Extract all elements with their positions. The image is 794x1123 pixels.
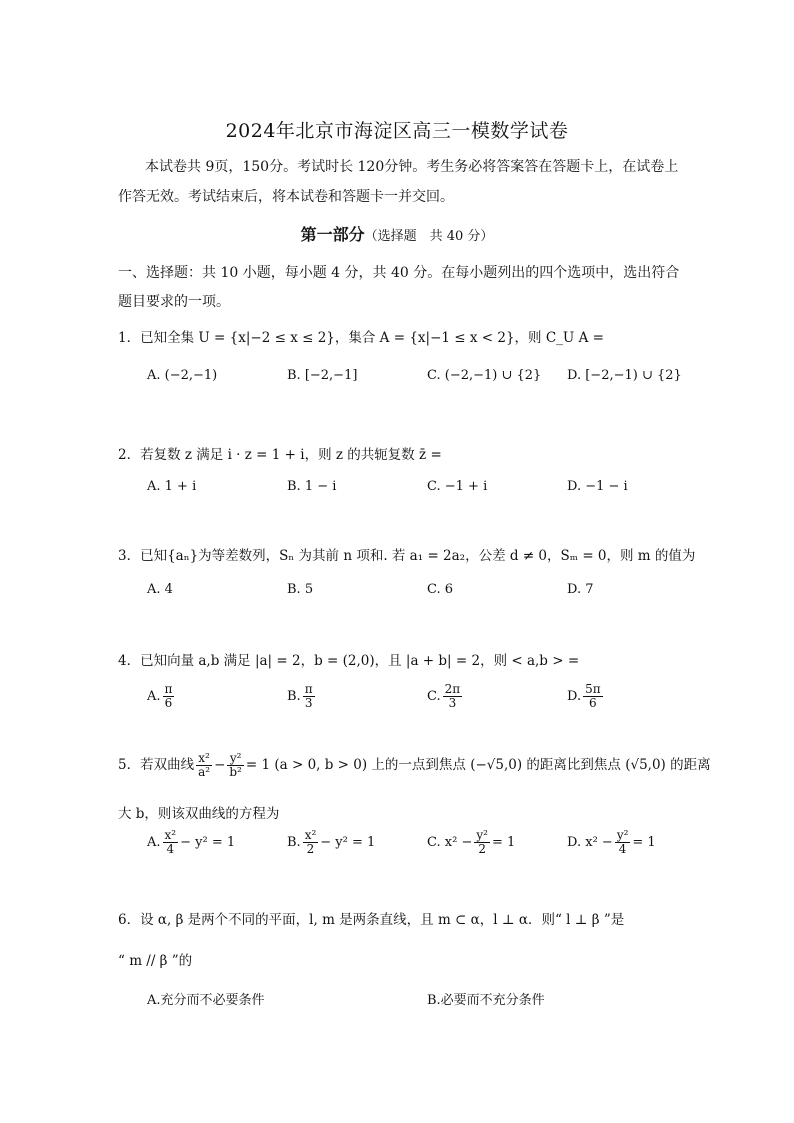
intro-line-2: 作答无效。考试结束后，将本试卷和答题卡一并交回。: [118, 189, 454, 205]
fraction-denominator: 2: [306, 842, 315, 857]
section-instructions-1: 一、选择题：共 10 小题，每小题 4 分，共 40 分。在每小题列出的四个选项中，选出符合: [118, 265, 680, 281]
fraction-denominator: a²: [198, 765, 211, 780]
fraction-numerator: x²: [164, 828, 177, 842]
question-5-option-d: [567, 829, 656, 856]
fraction-numerator: x²: [304, 828, 317, 842]
fraction: [443, 683, 463, 710]
question-5-stem: 5．若双曲线 $\frac{\text{x²}}{\text{a²}}$ − $\frac{\text{y²}}{\text{b²}}$ = 1 (a > 0, b > 0) 上的一点到焦点 (−√5,0) 的距离比到焦点 (√5,0) 的距离: [118, 751, 711, 780]
part-heading: [0, 222, 794, 245]
fraction: [583, 683, 603, 710]
fraction-numerator: x²: [196, 752, 212, 766]
option-rest: = 1: [632, 835, 656, 851]
fraction-numerator: y²: [616, 828, 629, 842]
question-4-option-c: [427, 683, 464, 710]
fraction-numerator: y²: [227, 752, 244, 766]
question-4-option-b: [287, 683, 317, 710]
question-3-option-a: A. 4: [147, 582, 173, 597]
fraction-numerator: 5π: [585, 682, 601, 696]
fraction-numerator: y²: [476, 828, 488, 842]
section-instructions-2: 题目要求的一项。: [118, 294, 230, 310]
fraction: [615, 829, 631, 856]
fraction: [227, 752, 244, 779]
fraction-denominator: b²: [229, 765, 242, 780]
question-4-option-d: [567, 683, 605, 710]
part-heading-note: （选择题 共 40 分）: [364, 229, 494, 244]
option-letter: C.: [427, 689, 441, 705]
fraction: [474, 829, 490, 856]
fraction: [163, 829, 179, 856]
question-6-option-b: B.必要而不充分条件: [427, 993, 545, 1008]
option-letter: B.: [287, 689, 301, 705]
question-2-option-c: C. −1 + i: [427, 479, 488, 494]
question-4-option-a: [147, 683, 176, 710]
question-1-option-a: A. (−2,−1): [147, 368, 218, 383]
question-5-stem-after: = 1 (a > 0, b > 0) 上的一点到焦点 (−√5,0) 的距离比到焦点 (√5,0) 的距离: [245, 757, 711, 774]
option-rest: = 1: [491, 835, 516, 851]
option-pre: x² −: [444, 835, 473, 851]
question-6-stem-line-2: “ m // β ”的: [118, 953, 193, 969]
intro-line-1: 本试卷共 9页，150分。考试时长 120分钟。考生务必将答案答在答题卡上，在试卷上: [145, 159, 679, 175]
fraction: [303, 683, 315, 710]
fraction-numerator: π: [304, 682, 313, 696]
option-letter: C.: [427, 835, 441, 851]
option-letter: D.: [567, 835, 582, 851]
question-5-stem-line-2: 大 b，则该双曲线的方程为: [118, 806, 280, 822]
question-3-option-c: C. 6: [427, 582, 454, 597]
question-1-option-c: C. (−2,−1) ∪ {2}: [427, 368, 542, 383]
fraction-denominator: 3: [448, 696, 457, 711]
question-5-option-c: [427, 829, 515, 856]
fraction-denominator: 3: [304, 696, 313, 711]
option-letter: A.: [147, 835, 161, 851]
fraction-denominator: 2: [478, 842, 486, 857]
fraction-denominator: 4: [618, 842, 627, 857]
question-3-option-b: B. 5: [287, 582, 314, 597]
fraction-denominator: 6: [589, 696, 597, 711]
fraction-denominator: 6: [164, 696, 173, 711]
question-2-option-a: A. 1 + i: [147, 479, 197, 494]
option-rest: − y² = 1: [320, 835, 376, 851]
question-6-option-a: A.充分而不必要条件: [147, 993, 265, 1008]
question-4-stem: 4．已知向量 a,b 满足 |a| = 2，b = (2,0)，且 |a + b| = 2，则 < a,b > =: [118, 653, 580, 669]
question-2-option-d: D. −1 − i: [567, 479, 628, 494]
fraction: [163, 683, 175, 710]
exam-title: 2024年北京市海淀区高三一模数学试卷: [225, 120, 569, 142]
option-pre: x² −: [585, 835, 613, 851]
question-6-stem: 6．设 α, β 是两个不同的平面，l, m 是两条直线，且 m ⊂ α，l ⊥ α．则“ l ⊥ β ”是: [118, 912, 625, 928]
fraction-numerator: π: [164, 682, 173, 696]
fraction: [303, 829, 319, 856]
question-5-option-b: [287, 829, 375, 856]
part-heading-title: 第一部分: [300, 225, 365, 244]
question-3-option-d: D. 7: [567, 582, 594, 597]
fraction-numerator: 2π: [444, 682, 461, 696]
question-5-stem-before: 5．若双曲线: [118, 757, 195, 774]
fraction: [196, 752, 212, 779]
question-1-option-d: D. [−2,−1) ∪ {2}: [567, 368, 682, 383]
question-2-option-b: B. 1 − i: [287, 479, 337, 494]
question-1-option-b: B. [−2,−1]: [287, 368, 358, 383]
option-letter: D.: [567, 689, 582, 705]
option-letter: B.: [287, 835, 301, 851]
fraction-denominator: 4: [166, 842, 175, 857]
question-2-stem: 2．若复数 z 满足 i · z = 1 + i，则 z 的共轭复数 z̄ =: [118, 447, 442, 463]
question-3-stem: 3．已知{aₙ}为等差数列，Sₙ 为其前 n 项和. 若 a₁ = 2a₂，公差 d ≠ 0，Sₘ = 0，则 m 的值为: [118, 548, 696, 564]
option-rest: − y² = 1: [180, 835, 236, 851]
question-1-stem: 1．已知全集 U = {x|−2 ≤ x ≤ 2}，集合 A = {x|−1 ≤ x < 2}，则 C_U A =: [118, 330, 604, 346]
question-5-option-a: [147, 829, 235, 856]
option-letter: A.: [147, 689, 161, 705]
